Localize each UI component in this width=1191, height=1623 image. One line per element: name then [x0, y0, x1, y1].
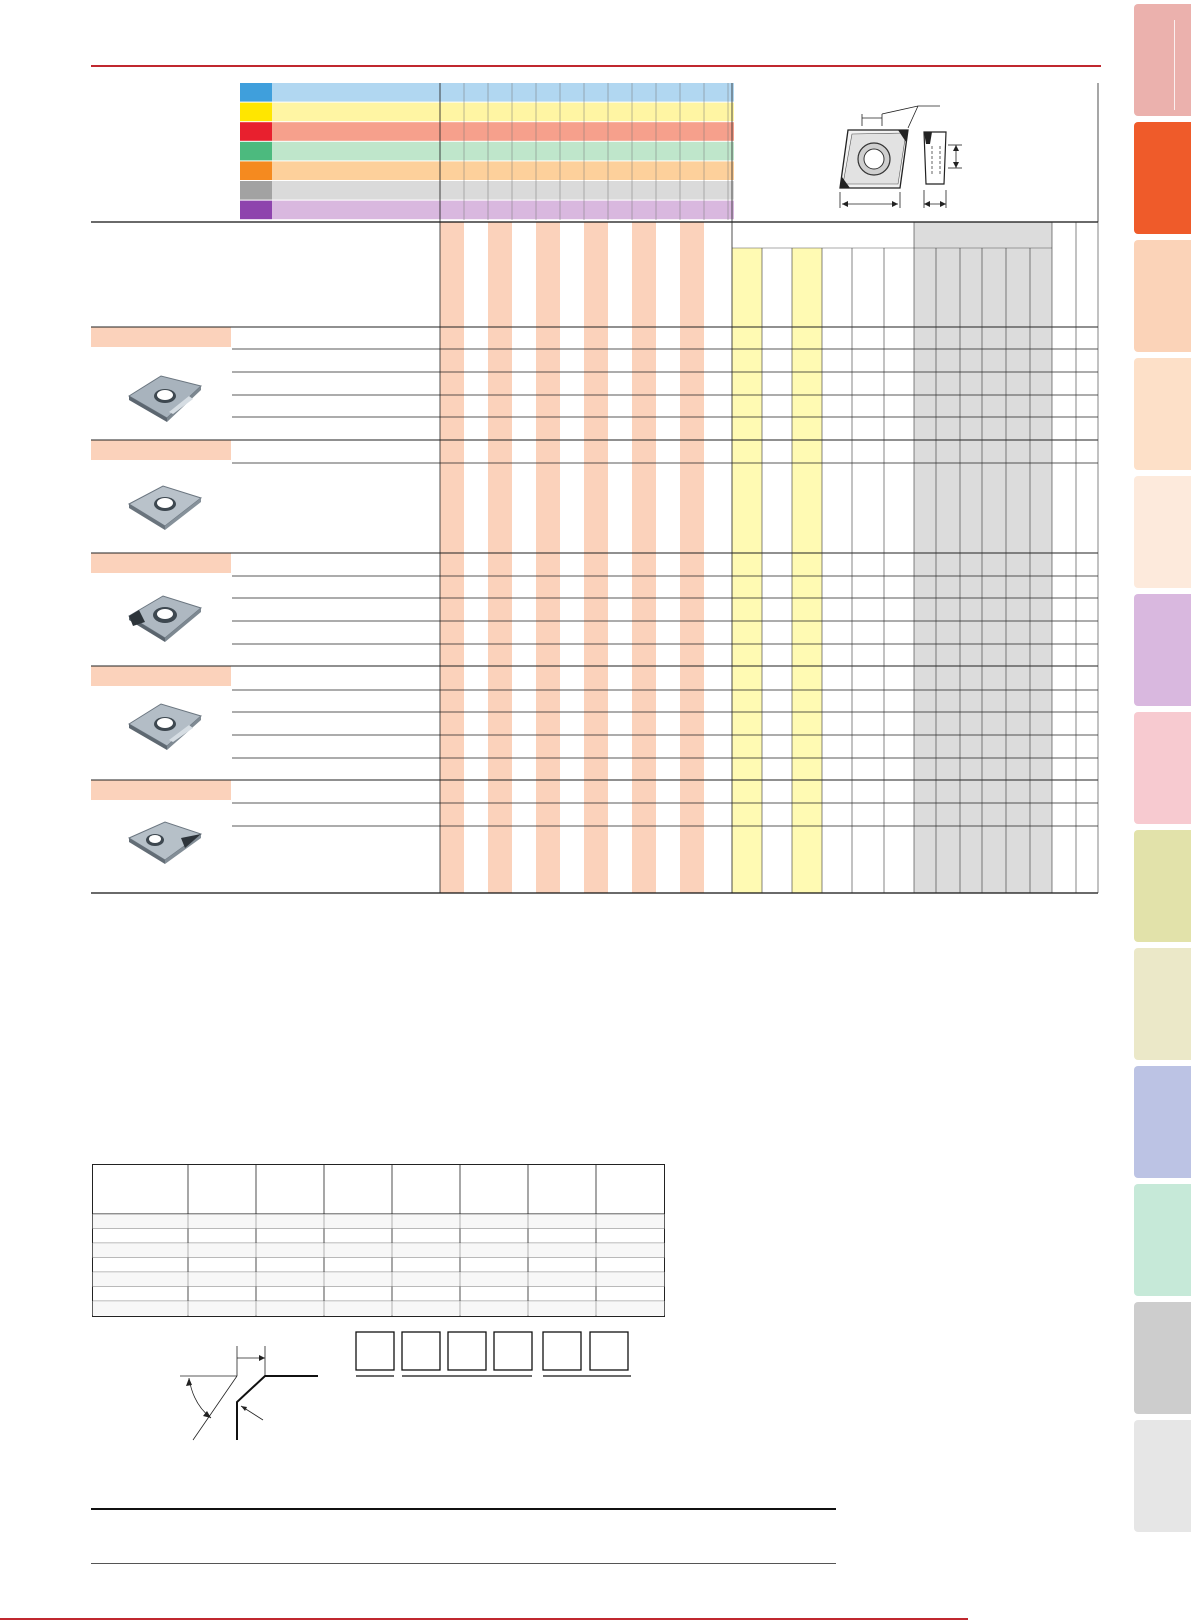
- grade-column-band: [680, 222, 704, 893]
- grade-column-band: [440, 222, 464, 893]
- conditions-row-shade: [93, 1214, 665, 1229]
- product-group-header: [91, 327, 231, 347]
- side-tab-4[interactable]: [1134, 358, 1191, 470]
- marking-box: [402, 1332, 440, 1370]
- edge-chamfer-diagram: [175, 1340, 325, 1450]
- insert-icon-5: [125, 818, 205, 868]
- marking-box: [543, 1332, 581, 1370]
- conditions-row-shade: [93, 1272, 665, 1287]
- marking-code-boxes: [350, 1330, 640, 1380]
- product-group-header: [91, 780, 231, 800]
- insert-icon-3: [125, 592, 205, 644]
- insert-icon-2: [125, 482, 205, 532]
- side-tab-2[interactable]: [1134, 122, 1191, 234]
- side-tab-11[interactable]: [1134, 1184, 1191, 1296]
- grade-column-band: [632, 222, 656, 893]
- side-tab-8[interactable]: [1134, 830, 1191, 942]
- grade-column-band: [584, 222, 608, 893]
- side-tab-marker: [1174, 20, 1175, 110]
- bottom-accent-rule: [0, 1618, 968, 1620]
- gray-column-band: [914, 222, 1052, 893]
- insert-icon-4: [125, 700, 205, 752]
- marking-box: [590, 1332, 628, 1370]
- product-group-header: [91, 666, 231, 686]
- conditions-row-shade: [93, 1243, 665, 1258]
- grade-column-band: [488, 222, 512, 893]
- marking-box: [448, 1332, 486, 1370]
- side-tab-7[interactable]: [1134, 712, 1191, 824]
- side-tab-1[interactable]: [1134, 4, 1191, 116]
- product-group-header: [91, 553, 231, 573]
- side-tab-strip: [1134, 0, 1191, 1623]
- marking-box: [494, 1332, 532, 1370]
- insert-icon-1: [125, 372, 205, 422]
- grade-column-band: [536, 222, 560, 893]
- side-tab-3[interactable]: [1134, 240, 1191, 352]
- yellow-column-band: [792, 248, 822, 893]
- marking-box: [356, 1332, 394, 1370]
- product-icons: [0, 0, 1, 1]
- side-tab-5[interactable]: [1134, 476, 1191, 588]
- footer-rule-1: [91, 1508, 836, 1510]
- cutting-conditions-table: [92, 1164, 666, 1318]
- side-tab-9[interactable]: [1134, 948, 1191, 1060]
- yellow-column-band: [732, 248, 762, 893]
- footer-rule-2: [91, 1563, 836, 1564]
- side-tab-6[interactable]: [1134, 594, 1191, 706]
- side-tab-10[interactable]: [1134, 1066, 1191, 1178]
- side-tab-12[interactable]: [1134, 1302, 1191, 1414]
- product-group-header: [91, 440, 231, 460]
- side-tab-13[interactable]: [1134, 1420, 1191, 1532]
- conditions-row-shade: [93, 1301, 665, 1316]
